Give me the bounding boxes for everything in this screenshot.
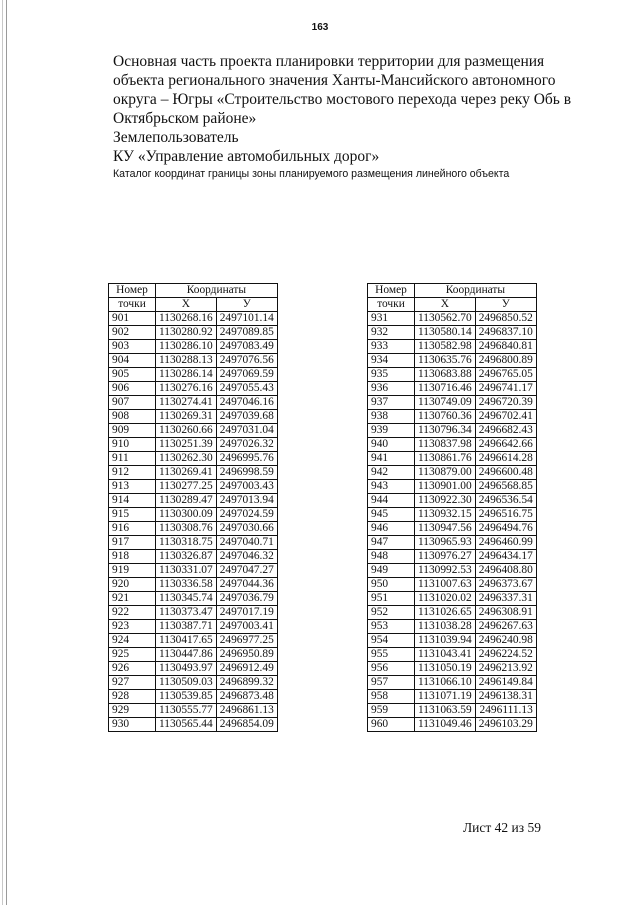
y-column-header: У [475,298,536,312]
y-coordinate-cell: 2496800.89 [475,354,536,368]
table-row [368,578,537,592]
point-number-cell: 955 [368,648,415,662]
table-row [368,480,537,494]
table-row [368,410,537,424]
point-number-cell: 906 [109,382,156,396]
y-coordinate-cell: 2497030.66 [216,522,277,536]
x-coordinate-cell: 1130582.98 [415,340,476,354]
x-coordinate-cell: 1130331.07 [156,564,217,578]
y-coordinate-cell: 2496741.17 [475,382,536,396]
table-row [368,354,537,368]
header-line: объекта регионального значения Ханты-Мансийского автономного [113,72,556,89]
y-coordinate-cell: 2496977.25 [216,634,277,648]
point-number-cell: 911 [109,452,156,466]
y-coordinate-cell: 2496861.13 [216,704,277,718]
sheet-counter: Лист 42 из 59 [463,820,541,835]
document-header [113,52,573,166]
point-number-cell: 954 [368,634,415,648]
table-row [109,704,278,718]
x-coordinate-cell: 1131071.19 [415,690,476,704]
point-number-cell: 957 [368,676,415,690]
point-number-header: Номер [368,284,415,298]
table-row [109,536,278,550]
point-number-cell: 918 [109,550,156,564]
y-coordinate-cell: 2496765.05 [475,368,536,382]
x-coordinate-cell: 1130837.98 [415,438,476,452]
x-coordinate-cell: 1130922.30 [415,494,476,508]
x-coordinate-cell: 1130539.85 [156,690,217,704]
table-row [368,368,537,382]
x-coordinate-cell: 1130635.76 [415,354,476,368]
point-number-cell: 908 [109,410,156,424]
x-coordinate-cell: 1131063.59 [415,704,476,718]
point-number-cell: 923 [109,620,156,634]
point-number-header: Номер [109,284,156,298]
table-row [368,564,537,578]
table-row [109,326,278,340]
table-row [368,704,537,718]
y-coordinate-cell: 2496408.80 [475,564,536,578]
x-coordinate-cell: 1130417.65 [156,634,217,648]
point-number-cell: 941 [368,452,415,466]
table-row [368,312,537,326]
coordinates-table-right [367,283,537,732]
y-coordinate-cell: 2497046.16 [216,396,277,410]
table-row [368,592,537,606]
table-row [368,536,537,550]
x-coordinate-cell: 1130879.00 [415,466,476,480]
table-row [368,424,537,438]
y-coordinate-cell: 2497003.43 [216,480,277,494]
table-row [109,634,278,648]
table-row [109,564,278,578]
header-line: Октябрьском районе» [113,110,257,127]
y-coordinate-cell: 2497017.19 [216,606,277,620]
x-coordinate-cell: 1130447.86 [156,648,217,662]
y-coordinate-cell: 2496912.49 [216,662,277,676]
coordinates-header: Координаты [156,284,278,298]
table-row [368,620,537,634]
table-body [368,312,537,732]
table-row [109,578,278,592]
table-row [109,522,278,536]
x-coordinate-cell: 1130976.27 [415,550,476,564]
point-number-cell: 901 [109,312,156,326]
point-number-cell: 921 [109,592,156,606]
x-coordinate-cell: 1130373.47 [156,606,217,620]
y-coordinate-cell: 2496998.59 [216,466,277,480]
y-coordinate-cell: 2496224.52 [475,648,536,662]
y-coordinate-cell: 2497046.32 [216,550,277,564]
x-coordinate-cell: 1131020.02 [415,592,476,606]
x-coordinate-cell: 1130269.31 [156,410,217,424]
x-coordinate-cell: 1130308.76 [156,522,217,536]
y-coordinate-cell: 2496600.48 [475,466,536,480]
y-coordinate-cell: 2496873.48 [216,690,277,704]
header-line: Основная часть проекта планировки территории для размещения [113,53,545,70]
x-coordinate-cell: 1130286.14 [156,368,217,382]
point-number-cell: 945 [368,508,415,522]
x-coordinate-cell: 1131007.63 [415,578,476,592]
x-coordinate-cell: 1130277.25 [156,480,217,494]
x-coordinate-cell: 1131026.65 [415,606,476,620]
y-coordinate-cell: 2496995.76 [216,452,277,466]
table-row [109,606,278,620]
table-row [109,382,278,396]
y-coordinate-cell: 2497069.59 [216,368,277,382]
y-coordinate-cell: 2496373.67 [475,578,536,592]
table-row [368,508,537,522]
catalog-caption: Каталог координат границы зоны планируемого размещения линейного объекта [113,168,510,180]
table-row [368,494,537,508]
y-coordinate-cell: 2497024.59 [216,508,277,522]
table-row [368,340,537,354]
x-coordinate-cell: 1130901.00 [415,480,476,494]
point-number-cell: 956 [368,662,415,676]
y-coordinate-cell: 2496460.99 [475,536,536,550]
x-coordinate-cell: 1130269.41 [156,466,217,480]
point-number-cell: 930 [109,718,156,732]
point-number-cell: 942 [368,466,415,480]
x-coordinate-cell: 1130749.09 [415,396,476,410]
header-line: округа – Югры «Строительство мостового перехода через реку Обь в [113,91,572,108]
y-coordinate-cell: 2496138.31 [475,690,536,704]
table-row [109,424,278,438]
x-coordinate-cell: 1130796.34 [415,424,476,438]
x-coordinate-cell: 1130300.09 [156,508,217,522]
point-number-cell: 919 [109,564,156,578]
x-coordinate-cell: 1130276.16 [156,382,217,396]
table-row [368,634,537,648]
point-number-cell: 960 [368,718,415,732]
point-number-cell: 907 [109,396,156,410]
point-number-cell: 949 [368,564,415,578]
table-row [368,606,537,620]
point-number-cell: 934 [368,354,415,368]
x-coordinate-cell: 1131038.28 [415,620,476,634]
point-number-cell: 922 [109,606,156,620]
point-number-cell: 947 [368,536,415,550]
x-coordinate-cell: 1130965.93 [415,536,476,550]
point-number-cell: 924 [109,634,156,648]
point-number-cell: 958 [368,690,415,704]
y-coordinate-cell: 2497047.27 [216,564,277,578]
y-coordinate-cell: 2497013.94 [216,494,277,508]
point-number-cell: 928 [109,690,156,704]
y-coordinate-cell: 2496854.09 [216,718,277,732]
table-body [109,312,278,732]
y-coordinate-cell: 2496614.28 [475,452,536,466]
table-row [109,662,278,676]
x-coordinate-cell: 1130268.16 [156,312,217,326]
y-coordinate-cell: 2496494.76 [475,522,536,536]
point-number-cell: 935 [368,368,415,382]
table-row [368,662,537,676]
table-row [109,466,278,480]
y-coordinate-cell: 2496850.52 [475,312,536,326]
y-coordinate-cell: 2497083.49 [216,340,277,354]
x-coordinate-cell: 1131050.19 [415,662,476,676]
table-row [109,494,278,508]
point-number-cell: 916 [109,522,156,536]
table-row [368,382,537,396]
table-row [109,452,278,466]
x-coordinate-cell: 1131066.10 [415,676,476,690]
point-number-cell: 910 [109,438,156,452]
y-coordinate-cell: 2496213.92 [475,662,536,676]
table-row [109,480,278,494]
x-coordinate-cell: 1130683.88 [415,368,476,382]
table-row [368,438,537,452]
y-coordinate-cell: 2497101.14 [216,312,277,326]
point-number-cell: 939 [368,424,415,438]
table-row [109,676,278,690]
point-number-header-line2: точки [109,298,156,312]
point-number-cell: 953 [368,620,415,634]
y-coordinate-cell: 2496103.29 [475,718,536,732]
x-coordinate-cell: 1130555.77 [156,704,217,718]
y-coordinate-cell: 2497026.32 [216,438,277,452]
y-coordinate-cell: 2497036.79 [216,592,277,606]
table-row [109,410,278,424]
table-row [368,326,537,340]
table-row [109,312,278,326]
point-number-cell: 929 [109,704,156,718]
x-coordinate-cell: 1130262.30 [156,452,217,466]
point-number-cell: 936 [368,382,415,396]
point-number-cell: 914 [109,494,156,508]
y-coordinate-cell: 2497040.71 [216,536,277,550]
table-row [368,718,537,732]
table-row [368,676,537,690]
point-number-cell: 912 [109,466,156,480]
table-row [109,340,278,354]
y-coordinate-cell: 2496840.81 [475,340,536,354]
table-row [109,690,278,704]
x-coordinate-cell: 1131039.94 [415,634,476,648]
point-number-cell: 917 [109,536,156,550]
coordinates-table-left [108,283,278,732]
point-number-cell: 943 [368,480,415,494]
x-coordinate-cell: 1130251.39 [156,438,217,452]
table-row [368,648,537,662]
x-coordinate-cell: 1130274.41 [156,396,217,410]
x-coordinate-cell: 1130280.92 [156,326,217,340]
x-coordinate-cell: 1130326.87 [156,550,217,564]
table-row [109,354,278,368]
x-coordinate-cell: 1130387.71 [156,620,217,634]
table-row [368,690,537,704]
y-column-header: У [216,298,277,312]
y-coordinate-cell: 2497076.56 [216,354,277,368]
y-coordinate-cell: 2496337.31 [475,592,536,606]
y-coordinate-cell: 2496899.32 [216,676,277,690]
point-number-cell: 904 [109,354,156,368]
point-number-cell: 905 [109,368,156,382]
x-column-header: Х [156,298,217,312]
y-coordinate-cell: 2496434.17 [475,550,536,564]
y-coordinate-cell: 2496837.10 [475,326,536,340]
point-number-cell: 913 [109,480,156,494]
x-coordinate-cell: 1130318.75 [156,536,217,550]
x-coordinate-cell: 1130289.47 [156,494,217,508]
x-coordinate-cell: 1130992.53 [415,564,476,578]
point-number-cell: 937 [368,396,415,410]
x-coordinate-cell: 1130580.14 [415,326,476,340]
y-coordinate-cell: 2497044.36 [216,578,277,592]
y-coordinate-cell: 2496702.41 [475,410,536,424]
point-number-cell: 915 [109,508,156,522]
point-number-cell: 903 [109,340,156,354]
x-coordinate-cell: 1130565.44 [156,718,217,732]
y-coordinate-cell: 2496516.75 [475,508,536,522]
table-row [368,522,537,536]
point-number-cell: 952 [368,606,415,620]
point-number-cell: 902 [109,326,156,340]
y-coordinate-cell: 2496267.63 [475,620,536,634]
x-coordinate-cell: 1130932.15 [415,508,476,522]
table-row [109,508,278,522]
page-number: 163 [311,22,329,33]
x-coordinate-cell: 1130345.74 [156,592,217,606]
point-number-cell: 926 [109,662,156,676]
x-coordinate-cell: 1130947.56 [415,522,476,536]
table-row [109,550,278,564]
y-coordinate-cell: 2496111.13 [475,704,536,718]
point-number-cell: 932 [368,326,415,340]
point-number-cell: 933 [368,340,415,354]
x-coordinate-cell: 1130286.10 [156,340,217,354]
x-coordinate-cell: 1131043.41 [415,648,476,662]
land-user-name: КУ «Управление автомобильных дорог» [113,148,380,165]
y-coordinate-cell: 2496149.84 [475,676,536,690]
point-number-cell: 950 [368,578,415,592]
y-coordinate-cell: 2496720.39 [475,396,536,410]
point-number-cell: 927 [109,676,156,690]
y-coordinate-cell: 2497055.43 [216,382,277,396]
x-column-header: Х [415,298,476,312]
point-number-cell: 925 [109,648,156,662]
point-number-cell: 931 [368,312,415,326]
y-coordinate-cell: 2497089.85 [216,326,277,340]
table-row [109,718,278,732]
x-coordinate-cell: 1130716.46 [415,382,476,396]
table-row [109,648,278,662]
x-coordinate-cell: 1131049.46 [415,718,476,732]
table-row [109,620,278,634]
y-coordinate-cell: 2496240.98 [475,634,536,648]
y-coordinate-cell: 2496950.89 [216,648,277,662]
y-coordinate-cell: 2496308.91 [475,606,536,620]
point-number-cell: 946 [368,522,415,536]
table-row [368,550,537,564]
point-number-cell: 909 [109,424,156,438]
point-number-cell: 959 [368,704,415,718]
table-row [368,452,537,466]
x-coordinate-cell: 1130760.36 [415,410,476,424]
x-coordinate-cell: 1130260.66 [156,424,217,438]
point-number-cell: 940 [368,438,415,452]
table-row [109,396,278,410]
table-row [368,396,537,410]
x-coordinate-cell: 1130509.03 [156,676,217,690]
table-row [109,438,278,452]
point-number-cell: 938 [368,410,415,424]
x-coordinate-cell: 1130493.97 [156,662,217,676]
point-number-cell: 951 [368,592,415,606]
x-coordinate-cell: 1130288.13 [156,354,217,368]
x-coordinate-cell: 1130562.70 [415,312,476,326]
coordinates-header: Координаты [415,284,537,298]
point-number-cell: 920 [109,578,156,592]
table-row [368,466,537,480]
y-coordinate-cell: 2496536.54 [475,494,536,508]
x-coordinate-cell: 1130336.58 [156,578,217,592]
land-user-label: Землепользователь [113,129,239,146]
scan-edge-line [2,0,3,905]
y-coordinate-cell: 2497031.04 [216,424,277,438]
table-row [109,368,278,382]
point-number-cell: 944 [368,494,415,508]
point-number-header-line2: точки [368,298,415,312]
y-coordinate-cell: 2497039.68 [216,410,277,424]
y-coordinate-cell: 2497003.41 [216,620,277,634]
y-coordinate-cell: 2496642.66 [475,438,536,452]
point-number-cell: 948 [368,550,415,564]
y-coordinate-cell: 2496682.43 [475,424,536,438]
x-coordinate-cell: 1130861.76 [415,452,476,466]
scan-edge-line [6,0,7,905]
y-coordinate-cell: 2496568.85 [475,480,536,494]
table-row [109,592,278,606]
